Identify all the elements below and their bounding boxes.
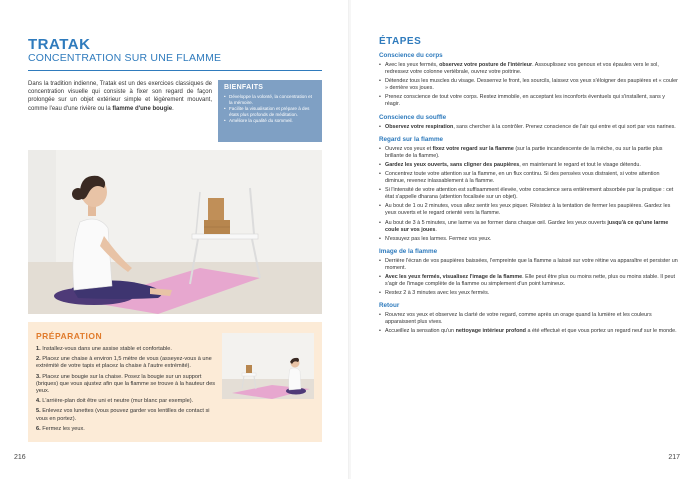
- benefit-item: • Améliore la qualité du sommeil.: [224, 118, 316, 124]
- preparation-step: [36, 374, 218, 396]
- step-text: a été effectué et que vous portez un regard neuf sur le monde.: [525, 328, 677, 335]
- step-text: Installez-vous dans une assise stable et confortable.: [42, 346, 172, 352]
- step-text-bold: Avec les yeux fermés, visualisez l'image de la flamme: [385, 273, 523, 280]
- step-text-bold: jusqu'à ce qu'une larme coule sur vos joues: [385, 219, 669, 233]
- step-text: . Elle peut être plus ou moins nette, plus ou moins stable. Il peut s'agir de l'image complète de la flamme ou simplement d'un point lumineux.: [385, 273, 675, 288]
- step-item: [379, 290, 679, 297]
- step-text: Accueillez la sensation qu'un: [385, 328, 456, 335]
- step-text: (sur la partie incandescente de la mèche, ou sur la partie plus brillante de la flamme).: [385, 145, 663, 159]
- step-item: [379, 236, 679, 243]
- preparation-illustration: [222, 333, 314, 399]
- step-item: [379, 94, 679, 108]
- step-item: [379, 78, 679, 92]
- step-text: Détendez tous les muscles du visage. Desserrez le front, les sourcils, laissez vos yeux s'éloigner des paupières et « couler » derrière vos joues.: [385, 78, 678, 92]
- section-title: Retour: [379, 302, 400, 310]
- step-text: , en maintenant le regard et tout le visage détendu.: [519, 161, 641, 168]
- step-number: 3.: [36, 373, 41, 380]
- page-number-right: 217: [668, 454, 680, 461]
- preparation-box: [28, 322, 322, 442]
- preparation-step: [36, 356, 218, 370]
- section-list: [379, 312, 679, 335]
- step-text-bold: fixez votre regard sur la flamme: [432, 145, 514, 152]
- title-divider: [28, 70, 322, 71]
- benefits-box: [218, 80, 322, 142]
- step-text: , sans chercher à la contrôler. Prenez conscience de l'air qui entre et qui sort par vos narines.: [453, 123, 676, 130]
- steps-content: [379, 52, 679, 338]
- step-text: Restez 2 à 3 minutes avec les yeux fermés.: [385, 290, 490, 297]
- intro-text-end: .: [172, 105, 174, 112]
- section-list: [379, 62, 679, 109]
- step-text: N'essuyez pas les larmes. Fermez vos yeux.: [385, 235, 492, 242]
- meditation-illustration: [28, 150, 322, 314]
- step-item: [379, 146, 679, 160]
- step-text: Enlevez vos lunettes (vous pouvez garder vos lentilles de contact si vous en portez).: [36, 408, 210, 422]
- benefit-item: • Développe la volonté, la concentration et la mémoire.: [224, 94, 316, 106]
- section-list: [379, 146, 679, 243]
- intro-text-bold: flamme d'une bougie: [112, 105, 173, 112]
- intro-paragraph: [28, 80, 212, 113]
- section-title: Regard sur la flamme: [379, 135, 444, 143]
- section-list: [379, 124, 679, 131]
- section-title: Conscience du souffle: [379, 113, 447, 121]
- right-page: [351, 0, 700, 479]
- step-text: Fermez les yeux.: [42, 425, 85, 432]
- step-text-bold: Gardez les yeux ouverts, sans cligner des paupières: [385, 161, 520, 168]
- step-number: 6.: [36, 425, 41, 432]
- step-item: [379, 171, 679, 185]
- preparation-step: [36, 346, 218, 353]
- step-item: [379, 220, 679, 234]
- section-list: [379, 258, 679, 297]
- step-text: Avec les yeux fermés,: [385, 62, 440, 68]
- page-subtitle: CONCENTRATION SUR UNE FLAMME: [28, 52, 222, 64]
- preparation-title: PRÉPARATION: [36, 331, 103, 341]
- step-item: [379, 274, 679, 288]
- step-text: .: [435, 226, 437, 233]
- step-text-bold: nettoyage intérieur profond: [455, 328, 526, 335]
- left-page: [0, 0, 349, 479]
- step-text: Rouvrez vos yeux et observez la clarté de votre regard, comme après un orage quand la lumière et les couleurs apparaissent plus vives.: [385, 312, 652, 326]
- step-text: Au bout de 3 à 5 minutes, une larme va se former dans chaque œil. Gardez les yeux ouverts: [385, 219, 608, 226]
- step-text: Placez une bougie sur la chaise. Posez la bougie sur un support (briques) que vous ajustez afin que la flamme se trouve à la hauteur des yeux.: [36, 373, 216, 395]
- step-text: Au bout de 1 ou 2 minutes, vous allez sentir les yeux piquer. Résistez à la tentation de fermer les paupières. Gardez les yeux ouverts et le regard orienté vers la flamme.: [385, 203, 671, 217]
- preparation-photo: [222, 333, 314, 399]
- step-item: [379, 312, 679, 326]
- step-item: [379, 258, 679, 272]
- steps-title: ÉTAPES: [379, 36, 422, 47]
- step-number: 4.: [36, 398, 41, 405]
- step-text: L'arrière-plan doit être uni et neutre (mur blanc par exemple).: [42, 398, 194, 405]
- step-item: [379, 162, 679, 169]
- section-title: Conscience du corps: [379, 52, 443, 59]
- intro-text-1: Dans la tradition indienne, Tratak est un des exercices classiques de concentration visuelle qui consiste à fixer son regard de façon prolongée sur un objet extérieur simple et légèrement mouvant, comme l'eau d'une rivière ou la: [28, 81, 212, 112]
- step-text: Si l'intensité de votre attention est suffisamment élevée, votre conscience sera entièrement absorbée par la pratique : cet état s'appelle dharana (attention focalisée sur un objet).: [385, 187, 674, 201]
- preparation-step: [36, 408, 218, 422]
- step-text: Derrière l'écran de vos paupières baissées, l'empreinte que la flamme a laissé sur votre rétine va apparaître et persister un moment.: [385, 257, 678, 271]
- step-text-bold: observez votre posture de l'intérieur: [439, 62, 533, 68]
- step-item: [379, 203, 679, 217]
- step-text: Ouvrez vos yeux et: [385, 145, 433, 152]
- step-text: . Assouplissez vos genoux et vos épaules vers le sol, redressez votre colonne vertébrale, ouvrez votre poitrine.: [385, 62, 659, 76]
- step-text-bold: Observez votre respiration: [385, 123, 454, 130]
- step-number: 1.: [36, 346, 41, 352]
- benefit-item: • Facilite la visualisation et prépare à des états plus profonds de méditation.: [224, 106, 316, 118]
- benefits-title: BIENFAITS: [224, 84, 264, 91]
- step-text: Placez une chaise à environ 1,5 mètre de vous (asseyez-vous à une extrémité de votre tapis et placez la chaise à l'autre extrémité).: [36, 356, 212, 370]
- step-text: Concentrez toute votre attention sur la flamme, en un flux continu. Si des pensées vous distraient, si votre attention diminue, revenez inlassablement à la flamme.: [385, 170, 660, 185]
- meditation-photo: [28, 150, 322, 314]
- section-title: Image de la flamme: [379, 247, 438, 255]
- step-item: [379, 124, 679, 131]
- step-item: [379, 187, 679, 201]
- step-text: Prenez conscience de tout votre corps. Restez immobile, en acceptant les inconforts éventuels qui s'installent, sans y réagir.: [385, 94, 665, 108]
- page-number-left: 216: [14, 454, 26, 461]
- step-number: 2.: [36, 356, 41, 363]
- step-item: [379, 328, 679, 335]
- benefits-list: [224, 94, 316, 124]
- preparation-step: [36, 426, 218, 433]
- step-item: [379, 62, 679, 76]
- step-number: 5.: [36, 408, 41, 415]
- preparation-steps: [36, 346, 218, 436]
- page-title: TRATAK: [28, 36, 91, 53]
- preparation-step: [36, 398, 218, 405]
